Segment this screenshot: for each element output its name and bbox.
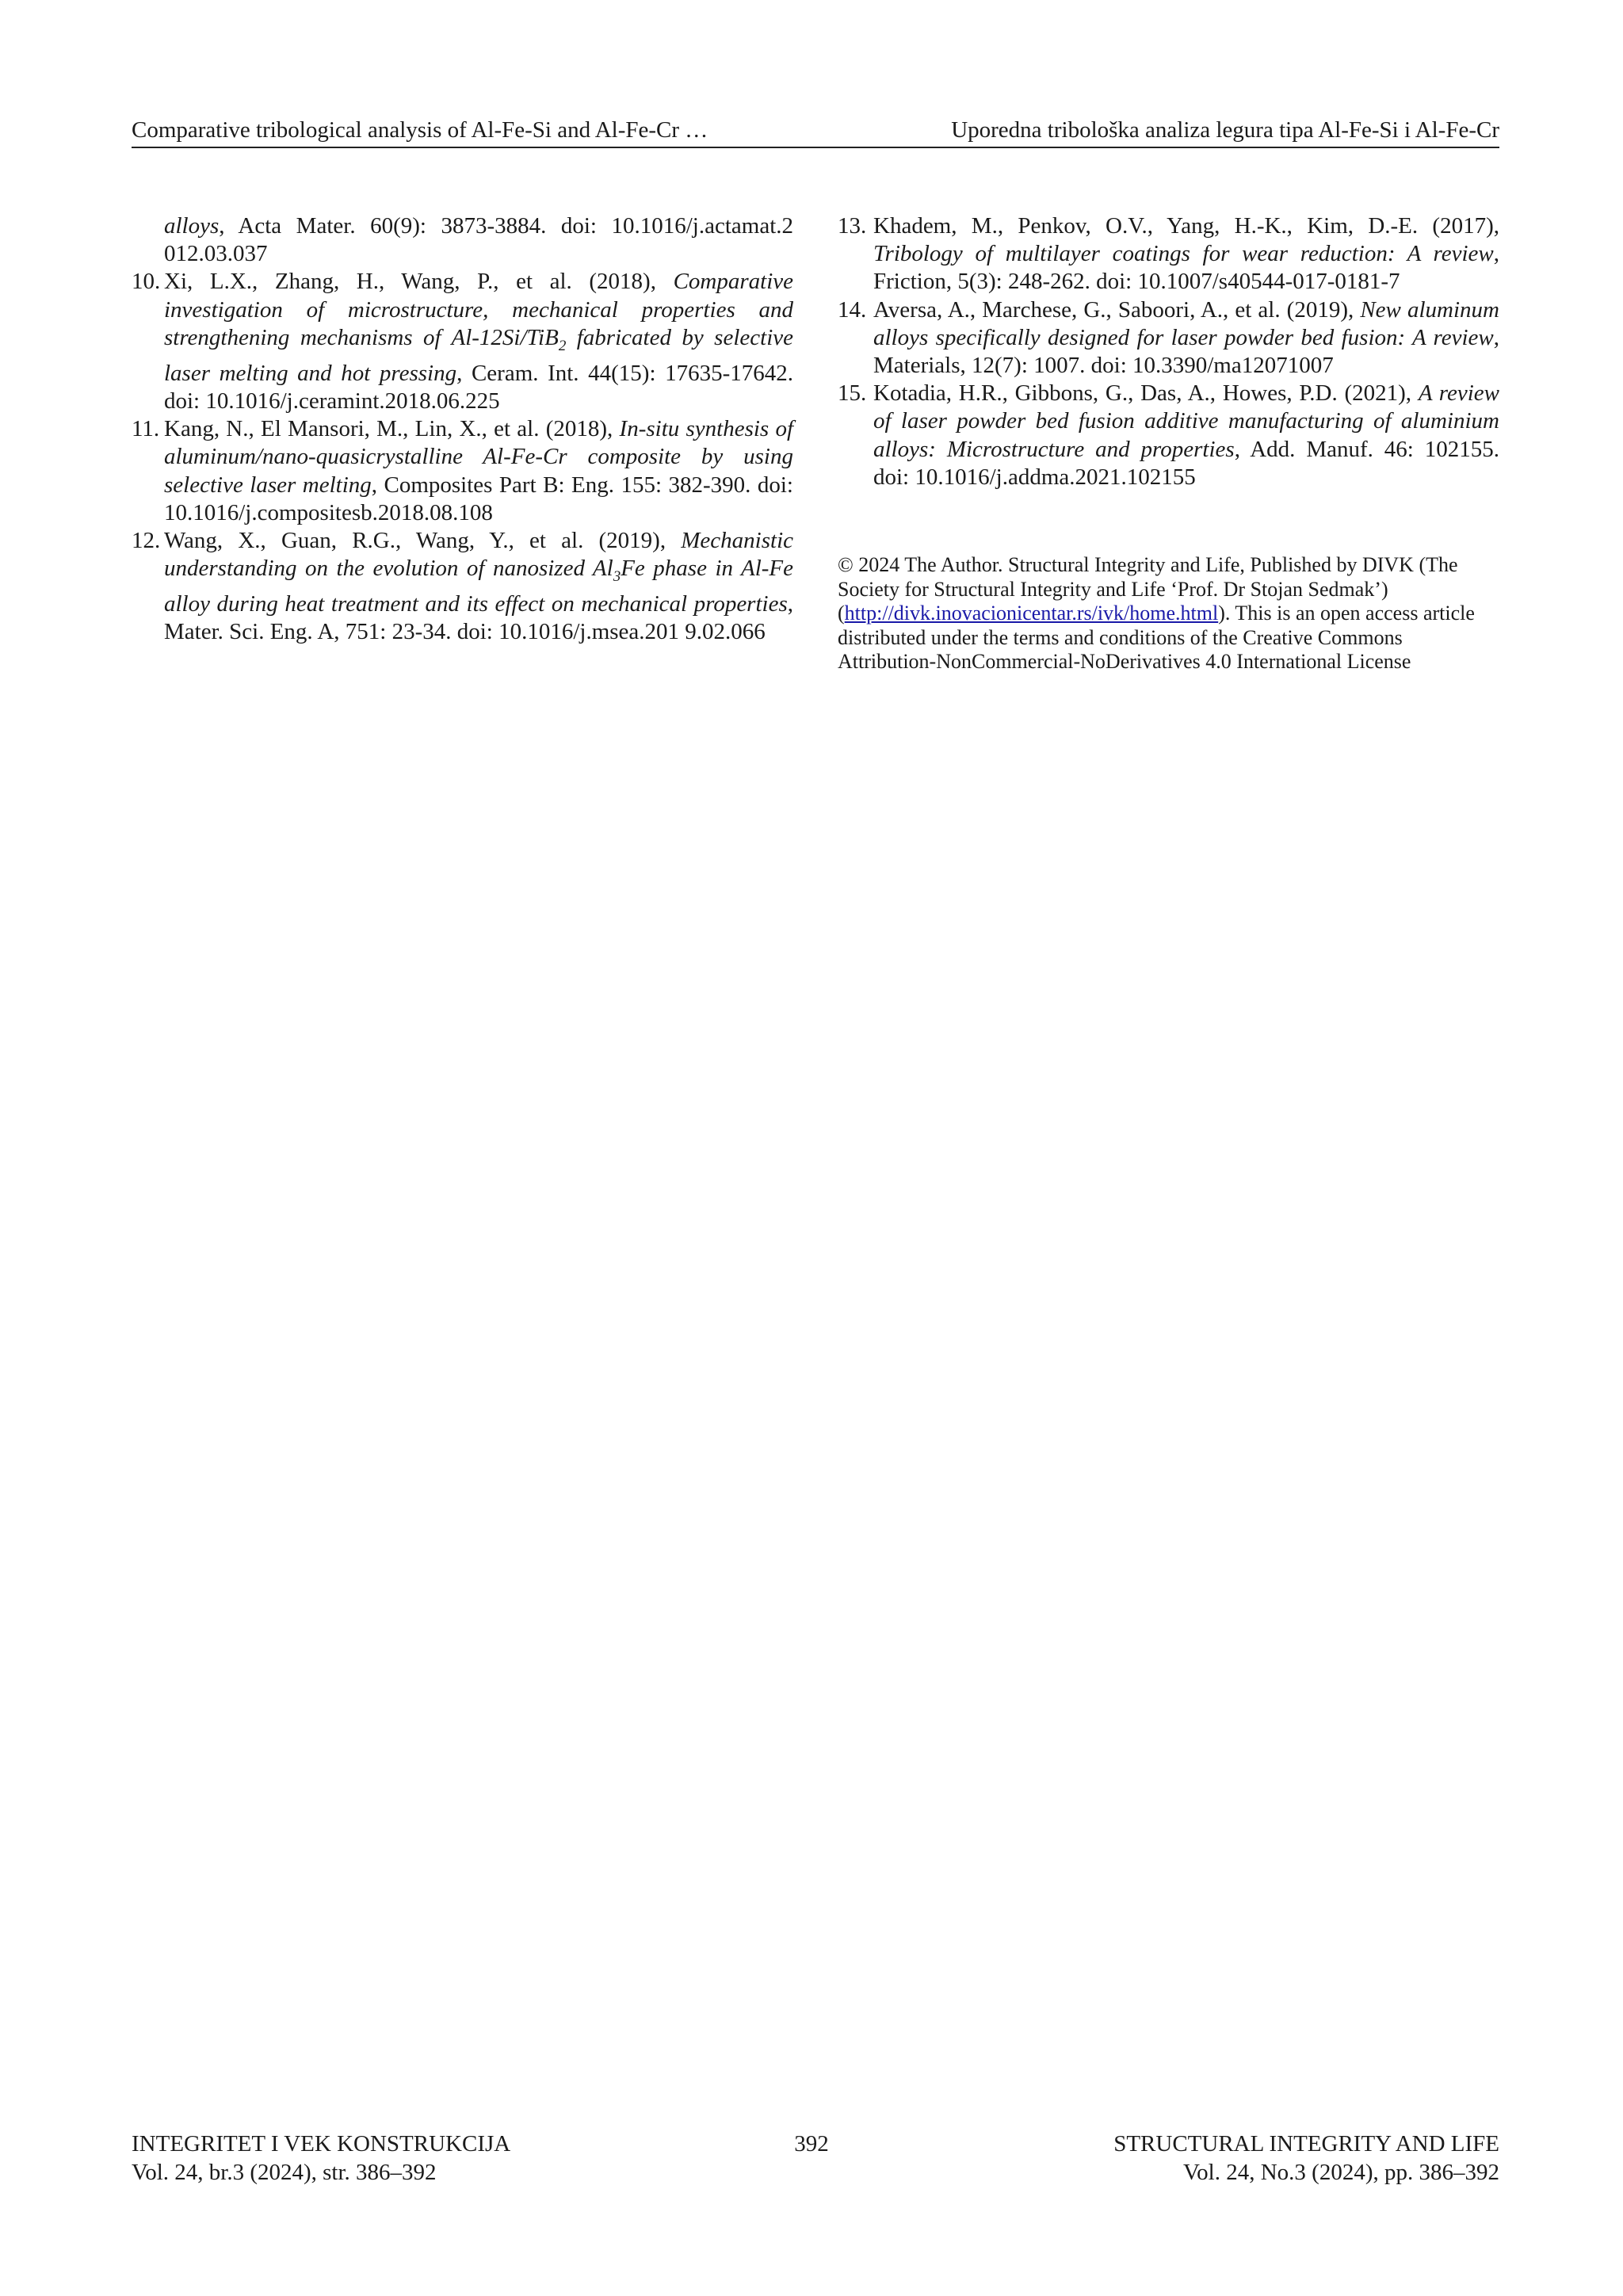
reference-number: 13. <box>838 213 867 239</box>
reference-title: A review of laser powder bed fusion additive manufacturing of aluminium alloys: Microstructure and properties <box>873 380 1499 462</box>
reference-title: Comparative investigation of microstructure, mechanical properties and strengthening mechanisms of Al-12Si/TiB$_2$ fabricated by selective laser melting and hot pressing <box>164 269 793 386</box>
reference-14: 14. Aversa, A., Marchese, G., Saboori, A., et al. (2019), New aluminum alloys specifically designed for laser powder bed fusion: A review, Materials, 12(7): 1007. doi: 10.3390/ma12071007 <box>838 296 1499 379</box>
footer-volume-english: Vol. 24, No.3 (2024), pp. 386–392 <box>1182 2159 1499 2185</box>
header-title-english: Comparative tribological analysis of Al-Fe-Si and Al-Fe-Cr … <box>132 117 708 143</box>
running-header <box>132 113 1499 148</box>
footer-volume-serbian: Vol. 24, br.3 (2024), str. 386–392 <box>132 2159 437 2185</box>
reference-number: 12. <box>132 528 161 554</box>
reference-13: 13. Khadem, M., Penkov, O.V., Yang, H.-K., Kim, D.-E. (2017), Tribology of multilayer coatings for wear reduction: A review, Friction, 5(3): 248-262. doi: 10.1007/s40544-017-0181-7 <box>838 213 1499 295</box>
footer-journal-serbian: INTEGRITET I VEK KONSTRUKCIJA <box>132 2131 511 2157</box>
reference-10: 10. Xi, L.X., Zhang, H., Wang, P., et al. (2018), Comparative investigation of microstructure, mechanical properties and strengthening mechanisms of Al-12Si/TiB$_2$ fabricated by selective laser melting and hot pressing, Ceram. Int. 44(15): 17635-17642. doi: 10.1016/j.ceramint.2018.06.225 <box>132 269 793 415</box>
header-title-serbian: Uporedna tribološka analiza legura tipa Al-Fe-Si i Al-Fe-Cr <box>951 117 1499 143</box>
reference-title: New aluminum alloys specifically designed for laser powder bed fusion: A review <box>873 296 1499 350</box>
reference-number: 15. <box>838 380 867 407</box>
reference-number: 11. <box>132 416 160 442</box>
reference-12: 12. Wang, X., Guan, R.G., Wang, Y., et al. (2019), Mechanistic understanding on the evolution of nanosized $Al_3Fe$ phase in Al-Fe alloy during heat treatment and its effect on mechanical properties, Mater. Sci. Eng. A, 751: 23-34. doi: 10.1016/j.msea.201 9.02.066 <box>132 528 793 645</box>
reference-11: 11. Kang, N., El Mansori, M., Lin, X., et al. (2018), In-situ synthesis of aluminum/nano-quasicrystalline Al-Fe-Cr composite by using selective laser melting, Composites Part B: Eng. 155: 382-390. doi: 10.1016/j.compositesb.2018.08.108 <box>132 416 793 525</box>
footer-right <box>1113 2130 1499 2187</box>
page-number: 392 <box>794 2131 829 2157</box>
reference-15: 15. Kotadia, H.R., Gibbons, G., Das, A., Howes, P.D. (2021), A review of laser powder bed fusion additive manufacturing of aluminium alloys: Microstructure and properties, Add. Manuf. 46: 102155. doi: 10.1016/j.addma.2021.102155 <box>838 380 1499 490</box>
reference-title: Tribology of multilayer coatings for wear reduction: A review <box>873 241 1494 267</box>
reference-title: In-situ synthesis of aluminum/nano-quasicrystalline Al-Fe-Cr composite by using selective laser melting <box>164 416 793 498</box>
divk-home-link[interactable]: http://divk.inovacionicentar.rs/ivk/home.html <box>844 602 1219 625</box>
reference-title: Mechanistic understanding on the evolution of nanosized $Al_3Fe$ phase in Al-Fe alloy during heat treatment and its effect on mechanical properties <box>164 528 793 617</box>
footer-journal-english: STRUCTURAL INTEGRITY AND LIFE <box>1113 2131 1499 2157</box>
reference-number: 14. <box>838 296 867 323</box>
reference-number: 10. <box>132 269 161 295</box>
references-right-column <box>838 212 1499 491</box>
license-notice: © 2024 The Author. Structural Integrity and Life, Published by DIVK (The Society for Structural Integrity and Life ‘Prof. Dr Stojan Sedmak’) (http://divk.inovacionicentar.rs/ivk/home.html). This is an open access article distributed under the terms and conditions of the Creative Commons Attribution-NonCommercial-NoDerivatives 4.0 International License <box>838 553 1475 673</box>
references-left-column <box>132 212 793 647</box>
reference-9-continuation: alloys, Acta Mater. 60(9): 3873-3884. doi: 10.1016/j.actamat.2 012.03.037 <box>164 213 793 267</box>
